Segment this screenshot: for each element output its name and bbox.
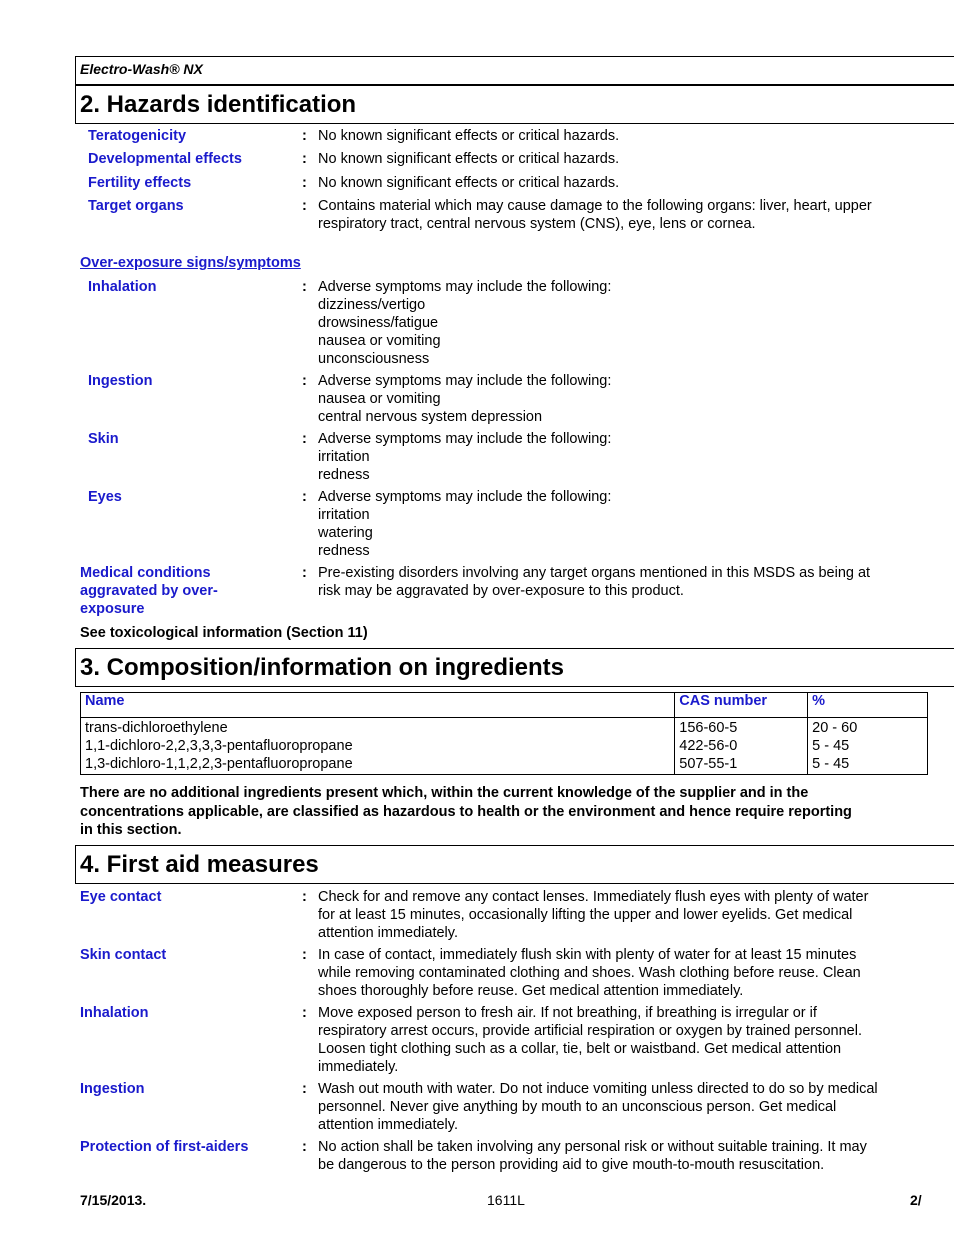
section-2-header [75, 85, 954, 124]
colon: : [302, 565, 307, 581]
first-aid-eye-contact-label: Eye contact [80, 889, 162, 905]
developmental-effects-value: No known significant effects or critical hazards. [318, 151, 620, 167]
section-3-title: 3. Composition/information on ingredients [80, 654, 564, 681]
colon: : [302, 373, 307, 389]
symptom-ingestion-value: Adverse symptoms may include the following: nausea or vomiting central nervous system depression [318, 373, 612, 425]
symptom-inhalation-label: Inhalation [88, 279, 157, 295]
developmental-effects-label: Developmental effects [88, 151, 242, 167]
section-3-header [75, 648, 954, 687]
symptom-eyes-label: Eyes [88, 489, 122, 505]
colon: : [302, 489, 307, 505]
colon: : [302, 947, 307, 963]
colon: : [302, 1081, 307, 1097]
column-header-cas: CAS number [675, 693, 808, 718]
colon: : [302, 431, 307, 447]
ingredient-percent: 20 - 60 5 - 45 5 - 45 [808, 718, 928, 775]
footer-code: 1611L [487, 1192, 525, 1208]
first-aid-ingestion-value: Wash out mouth with water. Do not induce vomiting unless directed to do so by medical personnel. Never give anything by mouth to an unconscious person. Get medical attention immediately. [318, 1081, 878, 1133]
first-aid-inhalation-value: Move exposed person to fresh air. If not breathing, if breathing is irregular or if respiratory arrest occurs, provide artificial respiration or oxygen by trained personnel. Loosen tight clothing such as a collar, tie, belt or waistband. Get medical attention immediately. [318, 1005, 862, 1075]
ingredients-table [80, 692, 928, 775]
colon: : [302, 889, 307, 905]
first-aid-protection-of-first-aiders-label: Protection of first-aiders [80, 1139, 249, 1155]
first-aid-eye-contact-value: Check for and remove any contact lenses. Immediately flush eyes with plenty of water for at least 15 minutes, occasionally lifting the upper and lower eyelids. Get medical attention immediately. [318, 889, 869, 941]
teratogenicity-value: No known significant effects or critical hazards. [318, 128, 620, 144]
ingredient-names: trans-dichloroethylene 1,1-dichloro-2,2,3,3,3-pentafluoropropane 1,3-dichloro-1,1,2,2,3-pentafluoropropane [81, 718, 675, 775]
footer-date: 7/15/2013. [80, 1192, 147, 1208]
colon: : [302, 1139, 307, 1155]
first-aid-protection-of-first-aiders-value: No action shall be taken involving any personal risk or without suitable training. It may be dangerous to the person providing aid to give mouth-to-mouth resuscitation. [318, 1139, 867, 1173]
column-header-percent: % [808, 693, 928, 718]
medical-conditions-value: Pre-existing disorders involving any target organs mentioned in this MSDS as being at risk may be aggravated by over-exposure to this product. [318, 565, 871, 599]
colon: : [302, 198, 307, 214]
symptom-skin-label: Skin [88, 431, 119, 447]
table-row [81, 718, 928, 775]
symptom-ingestion-label: Ingestion [88, 373, 153, 389]
fertility-effects-label: Fertility effects [88, 175, 192, 191]
section-2-title: 2. Hazards identification [80, 91, 357, 118]
first-aid-skin-contact-label: Skin contact [80, 947, 167, 963]
colon: : [302, 279, 307, 295]
document-header [75, 56, 954, 85]
ingredient-cas: 156-60-5 422-56-0 507-55-1 [675, 718, 808, 775]
first-aid-skin-contact-value: In case of contact, immediately flush skin with plenty of water for at least 15 minutes while removing contaminated clothing and shoes. Wash clothing before reuse. Clean shoes thoroughly before reuse. Get medical attention immediately. [318, 947, 861, 999]
colon: : [302, 151, 307, 167]
teratogenicity-label: Teratogenicity [88, 128, 187, 144]
overexposure-heading: Over-exposure signs/symptoms [80, 255, 301, 271]
first-aid-ingestion-label: Ingestion [80, 1081, 145, 1097]
symptom-skin-value: Adverse symptoms may include the following: irritation redness [318, 431, 612, 483]
fertility-effects-value: No known significant effects or critical hazards. [318, 175, 620, 191]
medical-conditions-label: Medical conditions aggravated by over- exposure [80, 565, 218, 617]
symptom-eyes-value: Adverse symptoms may include the following: irritation watering redness [318, 489, 612, 559]
ingredients-note: There are no additional ingredients present which, within the current knowledge of the supplier and in the concentrations applicable, are classified as hazardous to health or the environment and hence require reporting in this section. [80, 785, 852, 838]
first-aid-inhalation-label: Inhalation [80, 1005, 149, 1021]
target-organs-label: Target organs [88, 198, 184, 214]
section-4-header [75, 845, 954, 884]
see-toxicological-info: See toxicological information (Section 11) [80, 625, 368, 641]
section-4-title: 4. First aid measures [80, 851, 319, 878]
footer-page: 2/ [910, 1192, 922, 1208]
colon: : [302, 1005, 307, 1021]
target-organs-value: Contains material which may cause damage to the following organs: liver, heart, upper respiratory tract, central nervous system (CNS), eye, lens or cornea. [318, 198, 872, 232]
colon: : [302, 175, 307, 191]
column-header-name: Name [81, 693, 675, 718]
colon: : [302, 128, 307, 144]
product-name: Electro-Wash® NX [80, 61, 203, 77]
symptom-inhalation-value: Adverse symptoms may include the following: dizziness/vertigo drowsiness/fatigue nausea or vomiting unconsciousness [318, 279, 612, 367]
